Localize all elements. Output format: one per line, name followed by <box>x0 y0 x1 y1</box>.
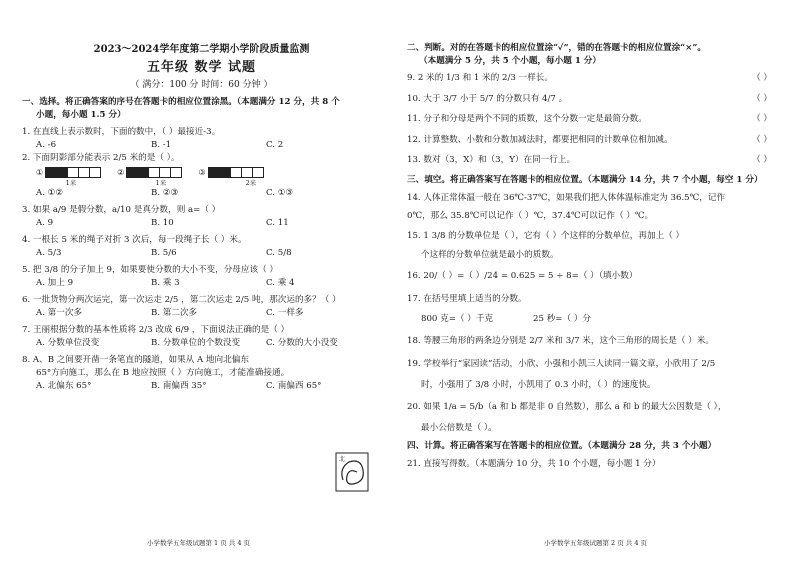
question-4: 4. 一根长 5 米的绳子对折 3 次后，每一段绳子长（ ）米。 <box>22 235 247 245</box>
question-6-options <box>22 307 381 320</box>
option: A. 5/3 <box>36 248 62 258</box>
question-2-options <box>22 187 381 200</box>
question-8-options <box>22 380 381 393</box>
question-16: 16. 20/（ ）=（ ）/24 = 0.625 = 5 ÷ 8=（ ）（填小数） <box>407 270 638 281</box>
answer-blank: （ ） <box>752 114 772 124</box>
question-19: 19. 学校举行“家园读”活动，小欣、小强和小凯三人读同一篇文章，小欣用了 2/5 <box>407 358 716 369</box>
question-19-cont: 时，小强用了 3/8 小时，小凯用了 0.3 小时，（ ）的速度快。 <box>421 379 656 390</box>
question-3: 3. 如果 a/9 是假分数，a/10 是真分数，则 a=（ ） <box>22 205 221 215</box>
judge-text: 12. 计算整数、小数和分数加减法时，都要把相同的计数单位相加减。 <box>407 134 673 145</box>
question-1-options <box>22 139 381 152</box>
right-page <box>397 0 794 561</box>
figure-2 <box>117 167 182 178</box>
judge-question <box>407 68 782 89</box>
option: B. 第二次多 <box>151 308 198 318</box>
exam-header: 2023～2024学年度第二学期小学阶段质量监测 <box>93 44 310 55</box>
answer-blank: （ ） <box>752 134 772 145</box>
question-2-figures <box>22 167 381 178</box>
question-8-cont: 65°方向施工，那么在 B 地应按照（ ）方向施工，才能准确接通。 <box>36 368 290 378</box>
figure-label: ③ <box>198 168 206 177</box>
option: A. 第一次多 <box>36 308 83 318</box>
section1-heading: 一、选择。将正确答案的序号在答题卡的相应位置涂黑。（本题满分 12 分，共 8 个 <box>22 97 340 107</box>
question-5-options <box>22 277 381 290</box>
question-14: 14. 人体正常体温一般在 36℃-37℃，如果我们把人体体温标准定为 36.5℃，记作 <box>407 192 726 203</box>
option: C. 11 <box>266 218 289 228</box>
option: B. 10 <box>151 218 174 228</box>
option: A. 分数单位没变 <box>36 338 100 348</box>
question-17-items <box>407 309 782 329</box>
question-7: 7. 王丽根据分数的基本性质将 2/3 改成 6/9 ，下面说法正确的是（ ） <box>22 325 290 335</box>
question-8: 8. A、B 之间要开凿一条笔直的隧道，如果从 A 地向北偏东 <box>22 355 249 365</box>
figure-3 <box>198 167 263 178</box>
option: B. 分数单位的个数没变 <box>151 338 241 348</box>
exam-info: （ 满分：100 分 时间：60 分钟 ） <box>130 80 273 90</box>
judge-question <box>407 109 782 130</box>
option: C. 2 <box>266 140 284 150</box>
figure-label: ① <box>36 168 44 177</box>
section2-heading: 二、判断。对的在答题卡的相应位置涂“✓”，错的在答题卡的相应位置涂“×”。 <box>407 43 706 53</box>
fill-item: 25 秒=（ ）分 <box>533 313 592 324</box>
page-footer: 小学数学五年级试题第 2 页 共 4 页 <box>543 539 648 547</box>
question-2: 2. 下面阴影部分能表示 2/5 米的是（ ）。 <box>22 153 180 163</box>
svg-text:北: 北 <box>339 456 346 463</box>
shaded-bar <box>126 167 182 178</box>
judge-question <box>407 150 782 171</box>
answer-blank: （ ） <box>752 93 772 104</box>
figure-unit: 1米 <box>155 179 167 187</box>
option: C. 分数的大小没变 <box>266 338 338 348</box>
judge-text: 9. 2 米的 1/3 和 1 米的 2/3 一样长。 <box>407 73 553 83</box>
section4-heading: 四、计算。将正确答案写在答题卡的相应位置。（本题满分 28 分，共 3 个小题） <box>407 440 717 451</box>
question-6: 6. 一批货物分两次运完，第一次运走 2/5 ，第二次运走 2/5 吨，那次运的多？（ ） <box>22 295 341 305</box>
question-17: 17. 在括号里填上适当的分数。 <box>407 293 527 304</box>
judge-question <box>407 130 782 151</box>
option: B. 南偏西 35° <box>151 381 207 391</box>
option: A. 9 <box>36 218 54 228</box>
answer-blank: （ ） <box>752 73 772 83</box>
answer-blank: （ ） <box>752 155 772 165</box>
question-3-options <box>22 217 381 230</box>
exam-title: 五年级 数学 试题 <box>146 60 257 75</box>
judge-text: 13. 数对（3，X）和（3，Y）在同一行上。 <box>407 155 576 165</box>
question-1: 1. 在直线上表示数时，下面的数中，（ ）最接近-3。 <box>22 127 221 137</box>
question-20-cont: 最小公倍数是（ ）。 <box>421 422 497 433</box>
section3-heading: 三、填空。将正确答案写在答题卡的相应位置。（本题满分 14 分，共 7 个小题，每空 1 分） <box>407 174 763 185</box>
option: C. 南偏西 65° <box>266 381 322 391</box>
option: A. 加上 9 <box>36 278 74 288</box>
section2-heading-cont: （本题满分 5 分，共 5 个小题，每小题 1 分） <box>419 56 601 66</box>
option: C. 5/8 <box>266 248 292 258</box>
shaded-bar <box>208 167 264 178</box>
figure-unit: 2米 <box>245 179 257 187</box>
page-footer: 小学数学五年级试题第 1 页 共 4 页 <box>146 539 251 547</box>
figure-unit: 1米 <box>65 179 77 187</box>
option: C. ①③ <box>266 188 294 198</box>
option: B. 5/6 <box>151 248 177 258</box>
fill-item: 800 克=（ ）千克 <box>421 313 494 324</box>
option: A. -6 <box>36 140 57 150</box>
option: B. -1 <box>151 140 172 150</box>
figure-1 <box>36 167 101 178</box>
option: C. 乘 4 <box>266 278 295 288</box>
judge-text: 11. 分子和分母是两个不同的质数，这个分数一定是最简分数。 <box>407 114 647 124</box>
question-5: 5. 把 3/8 的分子加上 9，如果要使分数的大小不变，分母应该（ ） <box>22 265 279 275</box>
question-21: 21. 直接写得数。（本题满分 10 分，共 10 个小题，每小题 1 分） <box>407 458 661 469</box>
option: B. ②③ <box>151 188 179 198</box>
judge-text: 10. 大于 3/7 小于 5/7 的分数只有 4/7 。 <box>407 93 568 104</box>
option: B. 乘 3 <box>151 278 180 288</box>
option: C. 一样多 <box>266 308 304 318</box>
option: A. 北偏东 65° <box>36 381 92 391</box>
question-20: 20. 如果 1/a = 5/b（a 和 b 都是非 0 自然数），那么 a 和 b 的最大公因数是（ ）， <box>407 401 727 412</box>
option: A. ①② <box>36 188 64 198</box>
section1-heading-cont: 小题，每小题 1.5 分） <box>36 110 126 120</box>
question-14-cont: 0℃，那么 35.8℃可以记作（ ）℃，37.4℃可以记作（ ）℃。 <box>407 210 654 221</box>
question-4-options <box>22 247 381 260</box>
question-7-options <box>22 337 381 350</box>
judge-question <box>407 89 782 110</box>
question-15: 15. 1 3/8 的分数单位是（ ），它有（ ）个这样的分数单位，再加上（ ） <box>407 230 685 241</box>
tunnel-diagram-icon <box>335 452 369 492</box>
figure-label: ② <box>117 168 125 177</box>
shaded-bar <box>45 167 101 178</box>
question-18: 18. 等腰三角形的两条边分别是 2/7 米和 3/7 米，这个三角形的周长是（ ）米。 <box>407 335 714 346</box>
question-15-cont: 个这样的分数单位就是最小的质数。 <box>421 249 559 260</box>
